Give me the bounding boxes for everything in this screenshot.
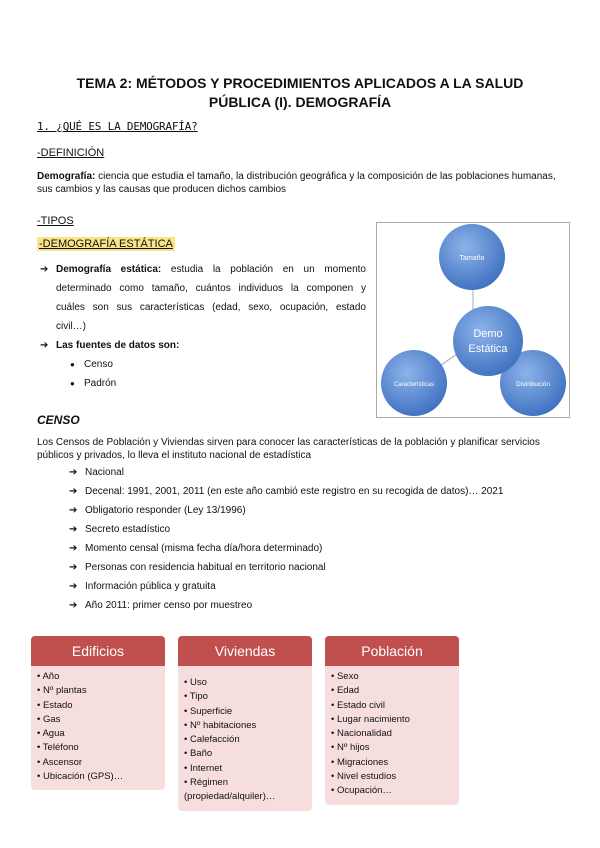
list-item-text: Nacional <box>85 467 124 478</box>
estatica-line-text: estudia la población en un momento <box>161 264 366 275</box>
label-left: Características <box>393 382 435 388</box>
arrow-icon: ➔ <box>40 340 49 351</box>
box-list <box>325 670 459 799</box>
tipos-heading: -TIPOS <box>37 215 74 227</box>
estatica-text <box>56 260 366 336</box>
section-heading: 1. ¿QUÉ ES LA DEMOGRAFÍA? <box>37 120 198 133</box>
list-item: • Teléfono <box>37 741 165 755</box>
list-item-text: Padrón <box>84 378 117 389</box>
arrow-icon: ➔ <box>69 543 78 554</box>
list-item: • Sexo <box>331 670 459 684</box>
list-item <box>70 374 366 393</box>
estatica-item <box>40 260 366 336</box>
list-item: • Nº hijos <box>331 741 459 755</box>
estatica-term: Demografía estática: <box>56 264 162 275</box>
list-item: • Calefacción <box>184 733 312 747</box>
list-item: • Nº plantas <box>37 684 165 698</box>
list-item: • Estado <box>37 699 165 713</box>
list-item: • Migraciones <box>331 756 459 770</box>
box-title: Población <box>325 636 459 666</box>
list-item: • Nacionalidad <box>331 727 459 741</box>
estatica-line: cuáles son sus características (edad, sexo, ocupación, estado <box>56 302 366 313</box>
fuentes-label: Las fuentes de datos son: <box>56 340 180 351</box>
list-item-text: Decenal: 1991, 2001, 2011 (en este año cambió este registro en su recogida de datos)… 2021 <box>85 486 504 497</box>
bullet-icon: ● <box>70 379 75 388</box>
label-center-1: Demo <box>473 328 503 340</box>
list-item-text: Año 2011: primer censo por muestreo <box>85 600 253 611</box>
diagram-svg <box>377 223 569 417</box>
bullet-icon: ● <box>70 360 75 369</box>
list-item: • Régimen (propiedad/alquiler)… <box>184 776 312 805</box>
arrow-icon: ➔ <box>69 486 78 497</box>
list-item <box>69 501 569 520</box>
list-item-text: Censo <box>84 359 113 370</box>
estatica-block <box>40 260 366 393</box>
list-item: • Superficie <box>184 705 312 719</box>
list-item: • Lugar nacimiento <box>331 713 459 727</box>
list-item: • Tipo <box>184 690 312 704</box>
list-item-text: Momento censal (misma fecha día/hora determinado) <box>85 543 323 554</box>
censo-paragraph: Los Censos de Población y Viviendas sirven para conocer las características de la población y planificar servicios públicos y privados, lo lleva el instituto nacional de estadística <box>37 437 540 461</box>
arrow-icon: ➔ <box>69 524 78 535</box>
list-item <box>69 539 569 558</box>
arrow-icon: ➔ <box>69 467 78 478</box>
box-viviendas <box>178 636 312 811</box>
list-item: • Nº habitaciones <box>184 719 312 733</box>
definicion-heading: -DEFINICIÓN <box>37 147 105 159</box>
list-item: • Agua <box>37 727 165 741</box>
list-item <box>69 520 569 539</box>
list-item: • Estado civil <box>331 699 459 713</box>
list-item: • Edad <box>331 684 459 698</box>
list-item-text: Obligatorio responder (Ley 13/1996) <box>85 505 246 516</box>
list-item: • Ascensor <box>37 756 165 770</box>
arrow-icon: ➔ <box>40 264 49 275</box>
list-item: • Uso <box>184 676 312 690</box>
label-center-2: Estática <box>468 343 508 355</box>
arrow-icon: ➔ <box>69 581 78 592</box>
list-item <box>69 482 569 501</box>
box-edificios <box>31 636 165 790</box>
box-title: Edificios <box>31 636 165 666</box>
definicion-paragraph <box>37 170 567 196</box>
box-poblacion <box>325 636 459 805</box>
list-item: • Nivel estudios <box>331 770 459 784</box>
arrow-icon: ➔ <box>69 505 78 516</box>
list-item <box>69 596 569 615</box>
label-right: Distribución <box>516 381 550 388</box>
list-item-text: Información pública y gratuita <box>85 581 216 592</box>
estatica-line: determinado como tamaño, cuántos individuos la componen y <box>56 283 366 294</box>
list-item <box>69 577 569 596</box>
estatica-line: civil…) <box>56 321 86 332</box>
definicion-text: ciencia que estudia el tamaño, la distribución geográfica y la composición de las poblaciones humanas, sus cambios y las causas que producen dichos cambios <box>37 171 556 195</box>
list-item-text: Personas con residencia habitual en territorio nacional <box>85 562 326 573</box>
list-item: • Ubicación (GPS)… <box>37 770 165 784</box>
list-item: • Ocupación… <box>331 784 459 798</box>
definicion-term: Demografía: <box>37 171 96 182</box>
list-item: • Internet <box>184 762 312 776</box>
estatica-heading: -DEMOGRAFÍA ESTÁTICA <box>39 238 173 250</box>
list-item <box>69 463 569 482</box>
demografia-diagram <box>376 222 570 418</box>
censo-heading: CENSO <box>37 413 80 427</box>
censo-list <box>69 463 569 615</box>
box-title: Viviendas <box>178 636 312 666</box>
list-item: • Año <box>37 670 165 684</box>
label-top: Tamaño <box>459 255 485 262</box>
list-item-text: Secreto estadístico <box>85 524 171 535</box>
estatica-line <box>56 260 366 279</box>
title-line-1: TEMA 2: MÉTODOS Y PROCEDIMIENTOS APLICADOS A LA SALUD <box>76 75 524 91</box>
fuentes-item <box>40 336 366 355</box>
list-item: • Baño <box>184 747 312 761</box>
title-line-2: PÚBLICA (I). DEMOGRAFÍA <box>208 94 392 110</box>
arrow-icon: ➔ <box>69 562 78 573</box>
list-item <box>70 355 366 374</box>
box-list <box>178 670 312 805</box>
box-list <box>31 670 165 784</box>
page-title <box>40 74 560 112</box>
list-item: • Gas <box>37 713 165 727</box>
arrow-icon: ➔ <box>69 600 78 611</box>
circle-center <box>453 306 523 376</box>
list-item <box>69 558 569 577</box>
fuentes-list <box>40 355 366 393</box>
